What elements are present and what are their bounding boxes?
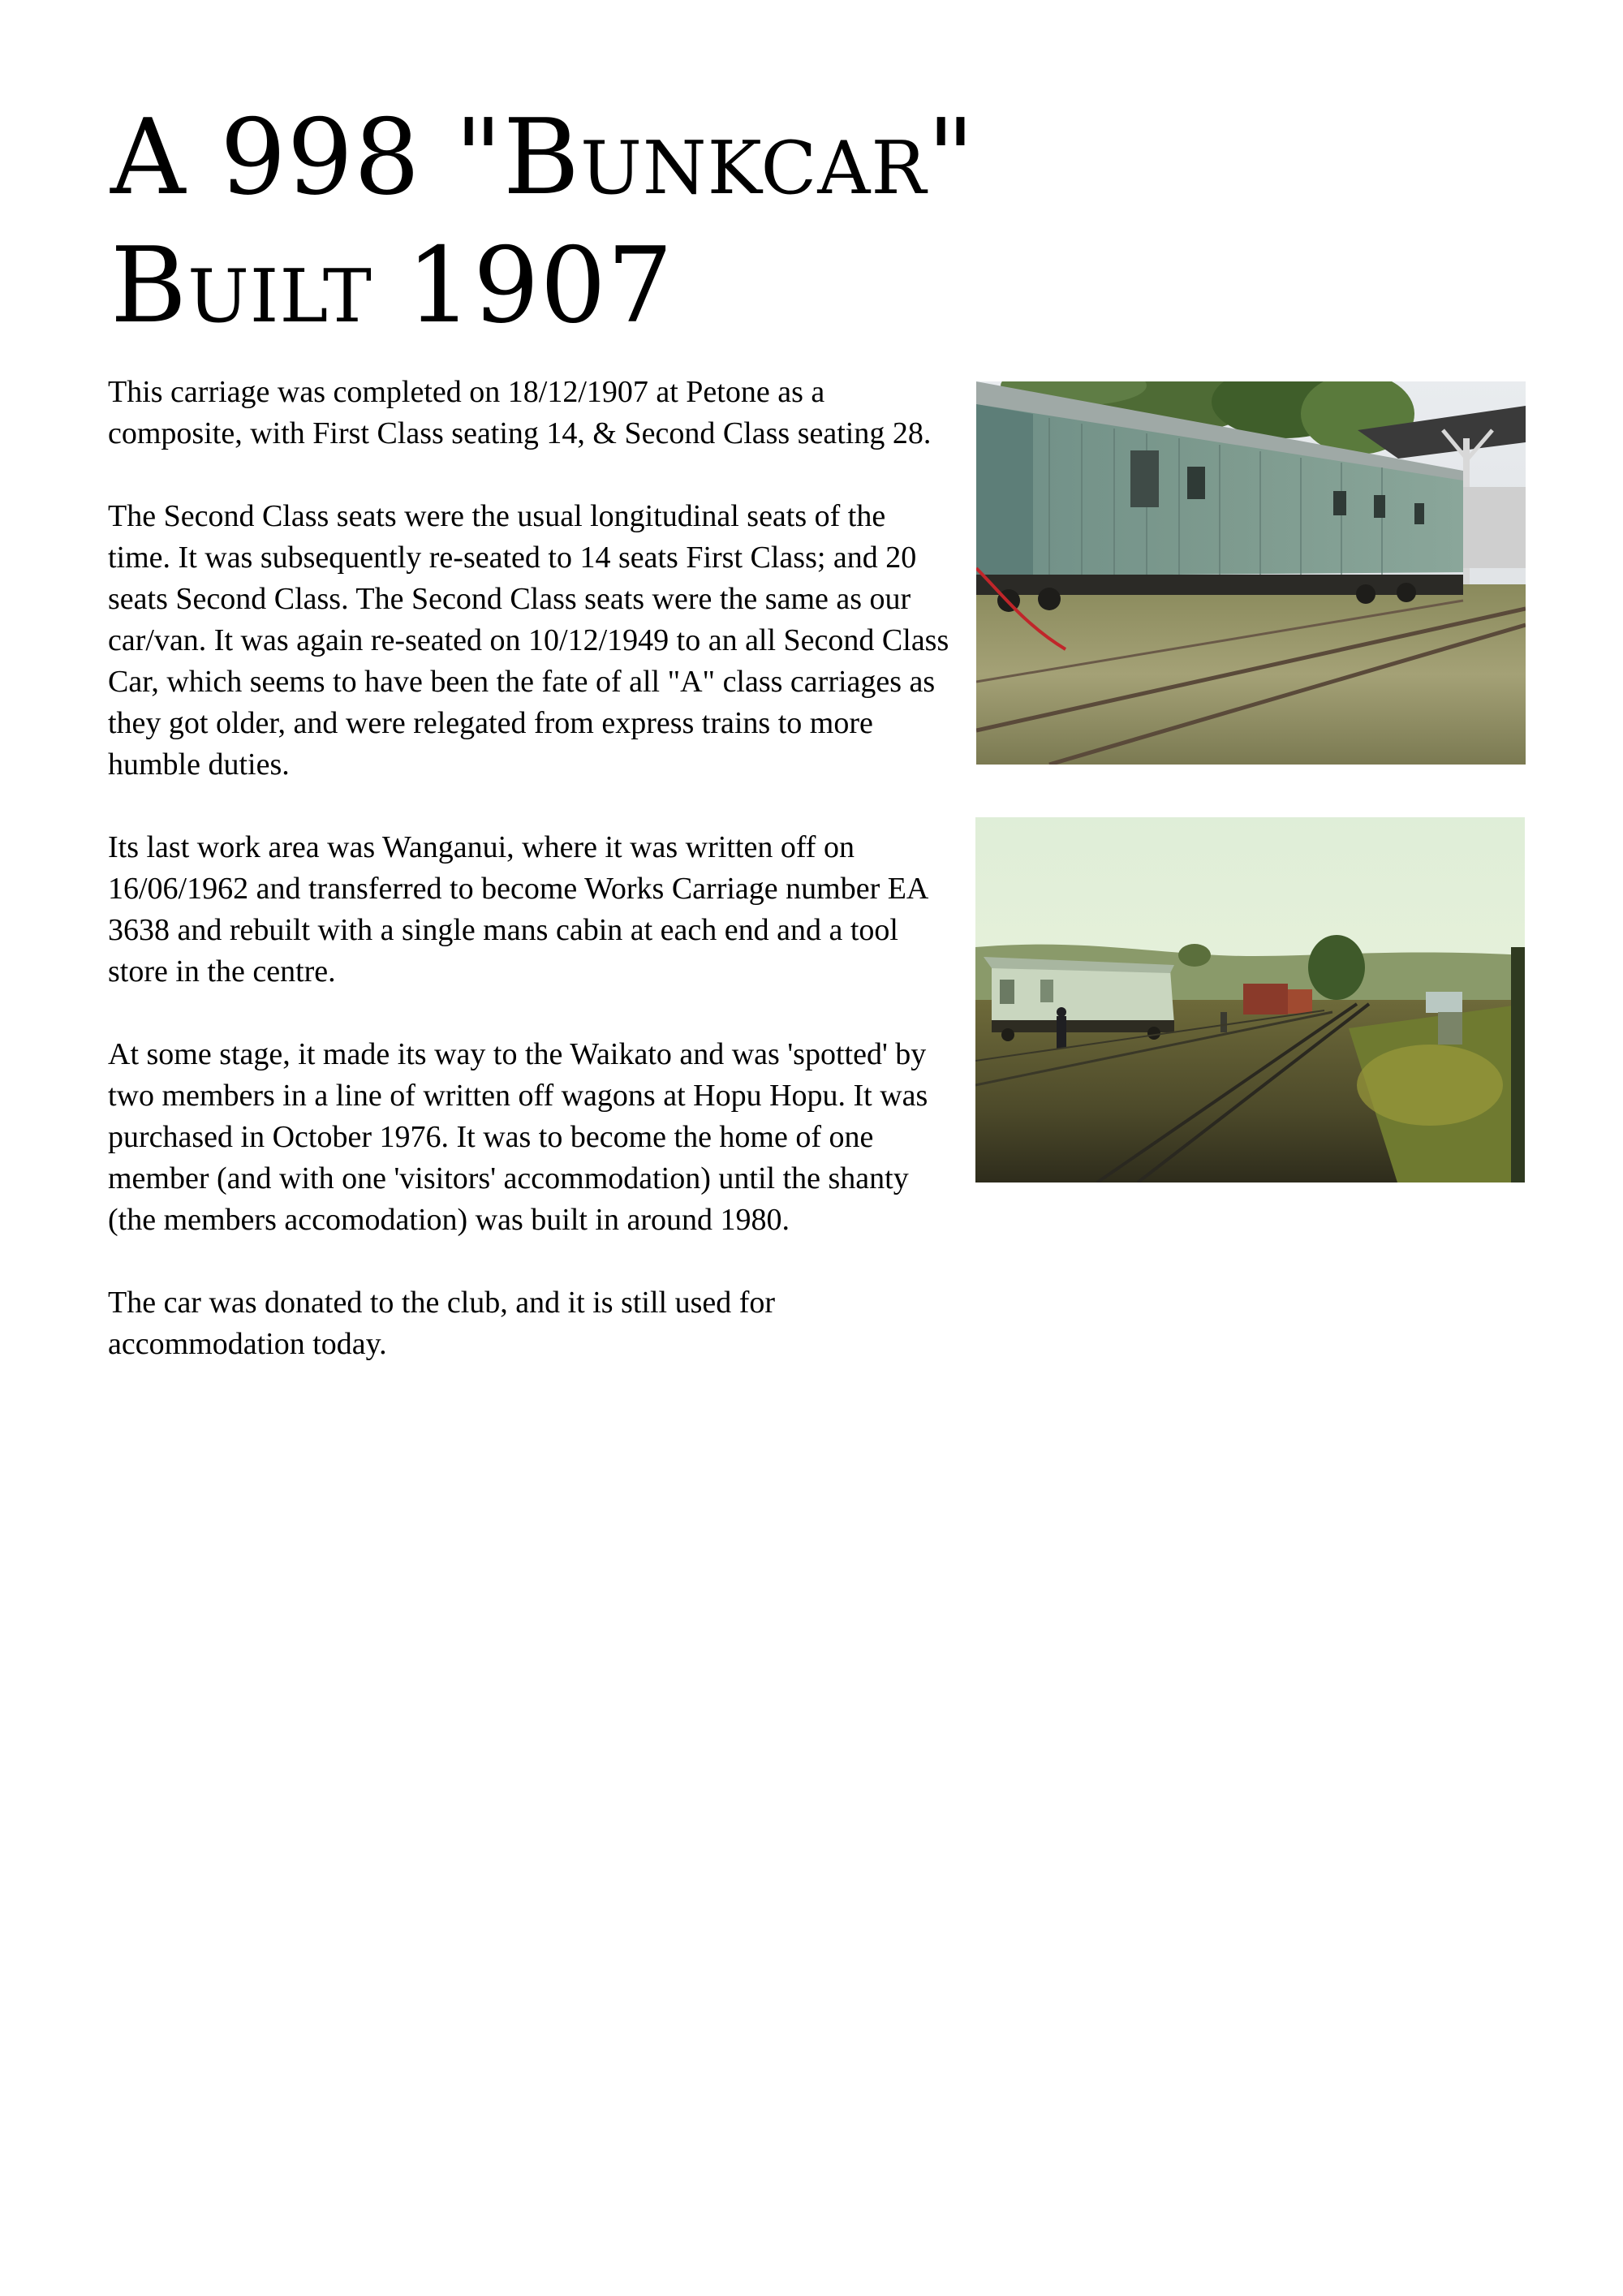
page-title xyxy=(110,94,1003,351)
title-line-2: Built 1907 xyxy=(110,226,674,347)
paragraph-1: This carriage was completed on 18/12/1907 at Petone as a composite, with First Class seating 14, & Second Class seating 28. xyxy=(108,375,932,450)
paragraph-4: At some stage, it made its way to the Waikato and was 'spotted' by two members in a line of written off wagons at Hopu Hopu. It was purchased in October 1976. It was to become the home of one member (and with one 'visitors' accommodation) until the shanty (the members accomodation) was built in around 1980. xyxy=(108,1037,928,1237)
railway-yard-photo xyxy=(975,817,1525,1182)
paragraph-2: The Second Class seats were the usual longitudinal seats of the time. It was subsequently re-seated to 14 seats First Class; and 20 seats Second Class. The Second Class seats were the same as our car/van. It was again re-seated on 10/12/1949 to an all Second Class Car, which seems to have been the fate of all "A" class carriages as they got older, and were relegated from express trains to more humble duties. xyxy=(108,499,949,782)
article-body xyxy=(108,372,952,1406)
paragraph-5: The car was donated to the club, and it is still used for accommodation today. xyxy=(108,1286,776,1361)
carriage-photo xyxy=(976,381,1526,765)
title-line-1: A 998 "Bunkcar" xyxy=(110,97,975,218)
paragraph-3: Its last work area was Wanganui, where it was written off on 16/06/1962 and transferred to become Works Carriage number EA 3638 and rebuilt with a single mans cabin at each end and a tool store in the centre. xyxy=(108,830,928,989)
